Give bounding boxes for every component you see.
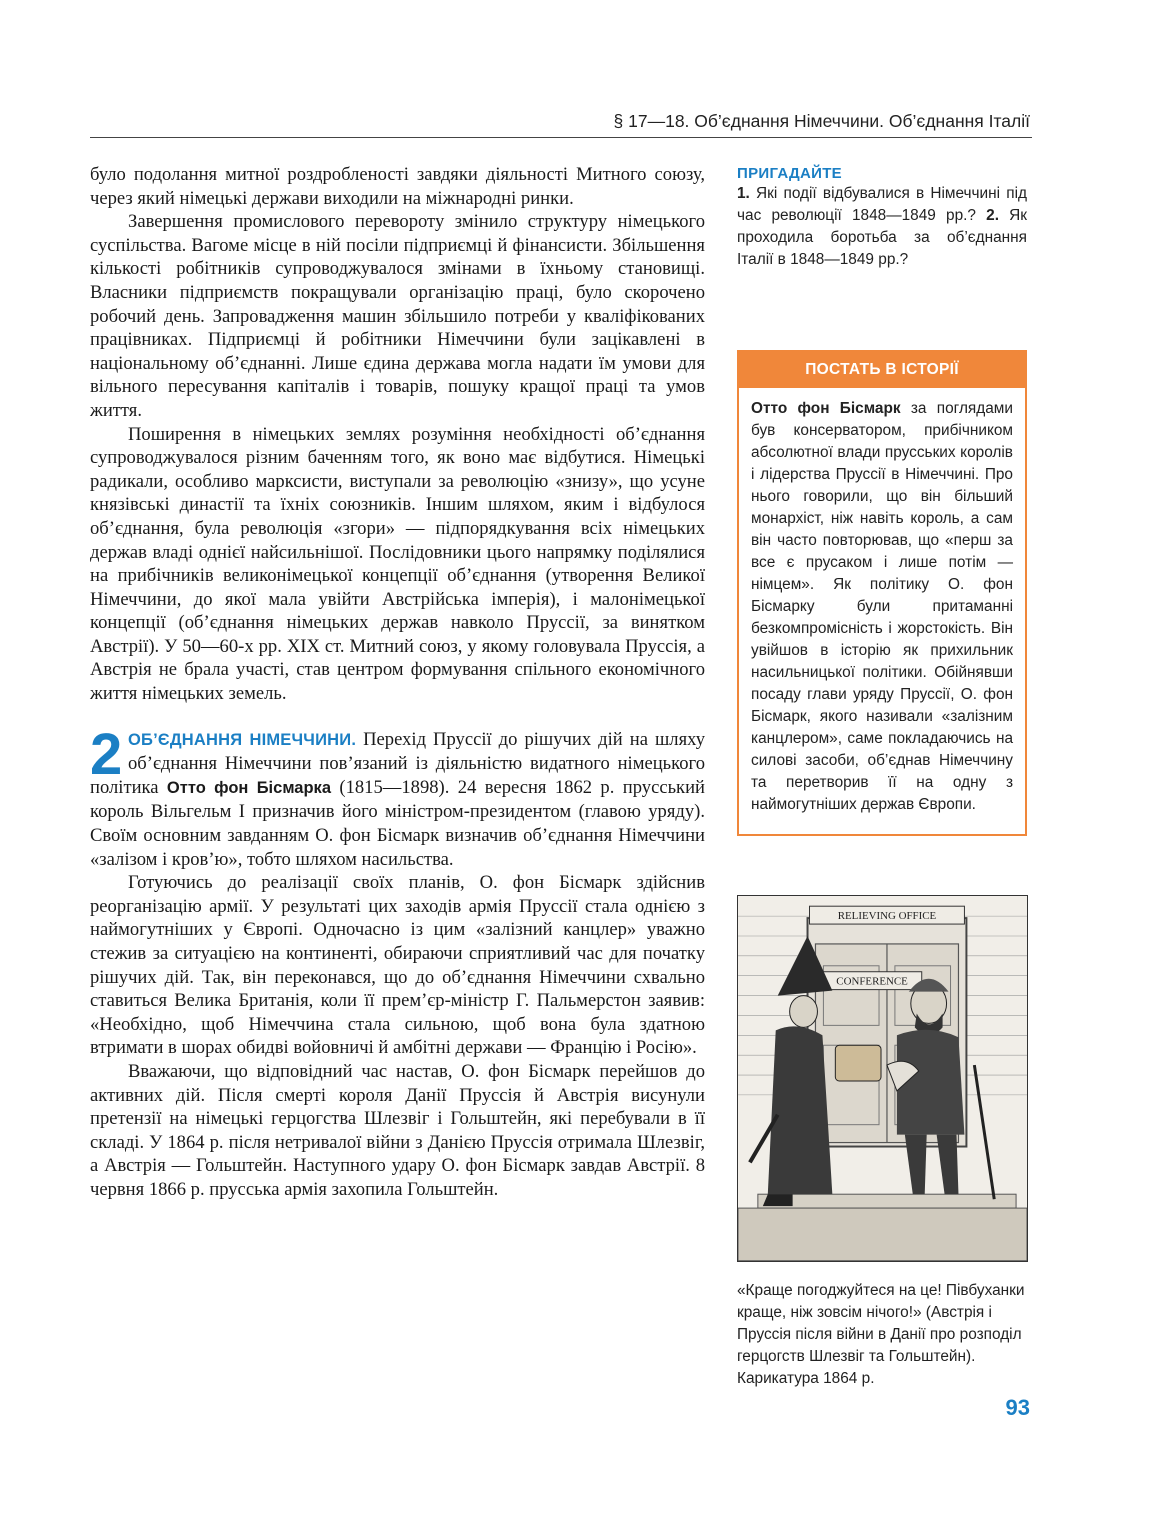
text-run: (1815—1898). 24 вересня 1862 р. прусський король Вільгельм І призначив його міністром-президентом (главою уряду). Своїм основним завданням О. фон Бісмарк визначив об’єднання Німеччини «залізом і кров’ю», тобто шляхом насильства. <box>90 776 705 870</box>
paragraph: було подолання митної роздробленості завдяки діяльності Митного союзу, через який німецькі держави виходили на міжнародні ринки. <box>90 164 705 209</box>
running-title: § 17—18. Об’єднання Німеччини. Об’єднання Італії <box>90 108 1032 138</box>
text-run: Перехід Пруссії до рішучих дій на шляху об’єднання Німеччини пов’язаний із діяльністю видатного німецького політика <box>90 728 706 798</box>
figure-box-title: ПОСТАТЬ В ІСТОРІЇ <box>739 352 1025 388</box>
question-number: 1. <box>737 185 750 202</box>
caricature-image <box>737 895 1028 1262</box>
figure-name: Отто фон Бісмарк <box>751 400 901 417</box>
section-2 <box>90 721 706 1202</box>
question-number: 2. <box>986 207 999 224</box>
section-title: ОБ’ЄДНАННЯ НІМЕЧЧИНИ. <box>128 730 357 749</box>
sign-relieving-office: RELIEVING OFFICE <box>837 910 937 923</box>
recall-questions <box>737 183 1027 271</box>
question-text: Як проходила боротьба за об’єднання Італії в 1848—1849 рр.? <box>737 207 1027 268</box>
paragraph: Завершення промислового перевороту змінило структуру німецького суспільства. Вагоме місце в ній посіли підприємці й фінансисти. Збільшення кількості робітників супроводжувалося змінами в їхньому становищі. Власники підприємств покращували організацію праці, було скорочено робочий день. Запровадження машин збільшило потреби у кваліфікованих працівниках. Підприємці й робітники Німеччини були зацікавлені в національному об’єднанні. Лише єдина держава могла надати їм умови для вільного пересування капіталів і товарів, пошуку кращої праці та умов життя. <box>90 211 705 421</box>
main-text-column <box>90 163 705 1202</box>
section-number: 2 <box>90 721 123 787</box>
sign-conference: CONFERENCE <box>836 975 908 988</box>
bismarck-name: Отто фон Бісмарка <box>166 778 331 797</box>
page-number: 93 <box>1005 1395 1030 1420</box>
figure-description: за поглядами був консерватором, прибічником абсолютної влади прусських королів і лідерства Пруссії в Німеччині. Про нього говорили, що він більший монархіст, ніж навіть король, а сам він часто повторював, що «перш за все є прусаком і лише потім — німцем». Як політику О. фон Бісмарку були притаманні безкомпромісність і жорстокість. Він увійшов в історію як прихильник насильницької політики. Обійнявши посаду глави уряду Пруссії, О. фон Бісмарк, якого називали «залізним канцлером», саме покладаючись на силові засоби, об’єднав Німеччину та перетворив її на одну з наймогутніших держав Європи. <box>751 400 1013 813</box>
recall-box <box>737 165 1027 271</box>
historical-figure-box <box>737 350 1027 836</box>
question-text: Які події відбувалися в Німеччині під час революції 1848—1849 рр.? <box>737 185 1027 224</box>
recall-title: ПРИГАДАЙТЕ <box>737 165 842 182</box>
paragraph: Поширення в німецьких землях розуміння необхідності об’єднання супроводжувалося різним баченням того, як воно має відбутися. Німецькі радикали, особливо марксисти, виступали за революцію «знизу», що усуне князівські династії та їхніх союзників. Іншим шляхом, яким і відбулося об’єднання, була революція «згори» — підпорядкування всіх німецьких держав владі однієї найсильнішої. Послідовники цього напрямку поділялися на прибічників великонімецької концепції об’єднання (утворення Великої Німеччини, до якої мала увійти Австрійська імперія), і малонімецької концепції (об’єднання німецьких держав навколо Пруссії, за винятком Австрії). У 50—60-х рр. XIX ст. Митний союз, у якому головувала Пруссія, а Австрія не брала участі, став центром формування спільного економічного життя німецьких земель. <box>90 423 705 705</box>
image-caption: «Краще погоджуйтеся на це! Півбуханки краще, ніж зовсім нічого!» (Австрія і Пруссія після війни в Данії про розподіл герцогств Шлезвіг та Гольштейн). Карикатура 1864 р. <box>737 1282 1025 1387</box>
section-2-first-paragraph <box>90 721 706 872</box>
paragraph: Готуючись до реалізації своїх планів, О. фон Бісмарк здійснив реорганізацію армії. У результаті цих заходів армія Пруссії стала однією з наймогутніших у Європі. Одночасно із цим «залізний канцлер» уважно стежив за ситуацією на континенті, обираючи сприятливий час для початку рішучих дій. Так, він переконався, що до об’єднання Німеччини схвально ставиться Велика Британія, коли її прем’єр-міністр Г. Пальмерстон заявив: «Необхідно, щоб Німеччина стала сильною, щоб вона була здатною втримати в шорах обидві войовничі й амбітні держави — Францію і Росію». <box>90 872 705 1059</box>
paragraph: Вважаючи, що відповідний час настав, О. фон Бісмарк перейшов до активних дій. Після смерті короля Данії Пруссія й Австрія висунули претензії на німецькі герцогства Шлезвіг і Гольштейн, які перебували в її складі. У 1864 р. після нетривалої війни з Данією Пруссія отримала Шлезвіг, а Австрія — Гольштейн. Наступного удару О. фон Бісмарк завдав Австрії. 8 червня 1866 р. прусська армія захопила Гольштейн. <box>90 1060 705 1200</box>
figure-box-text <box>739 388 1025 834</box>
